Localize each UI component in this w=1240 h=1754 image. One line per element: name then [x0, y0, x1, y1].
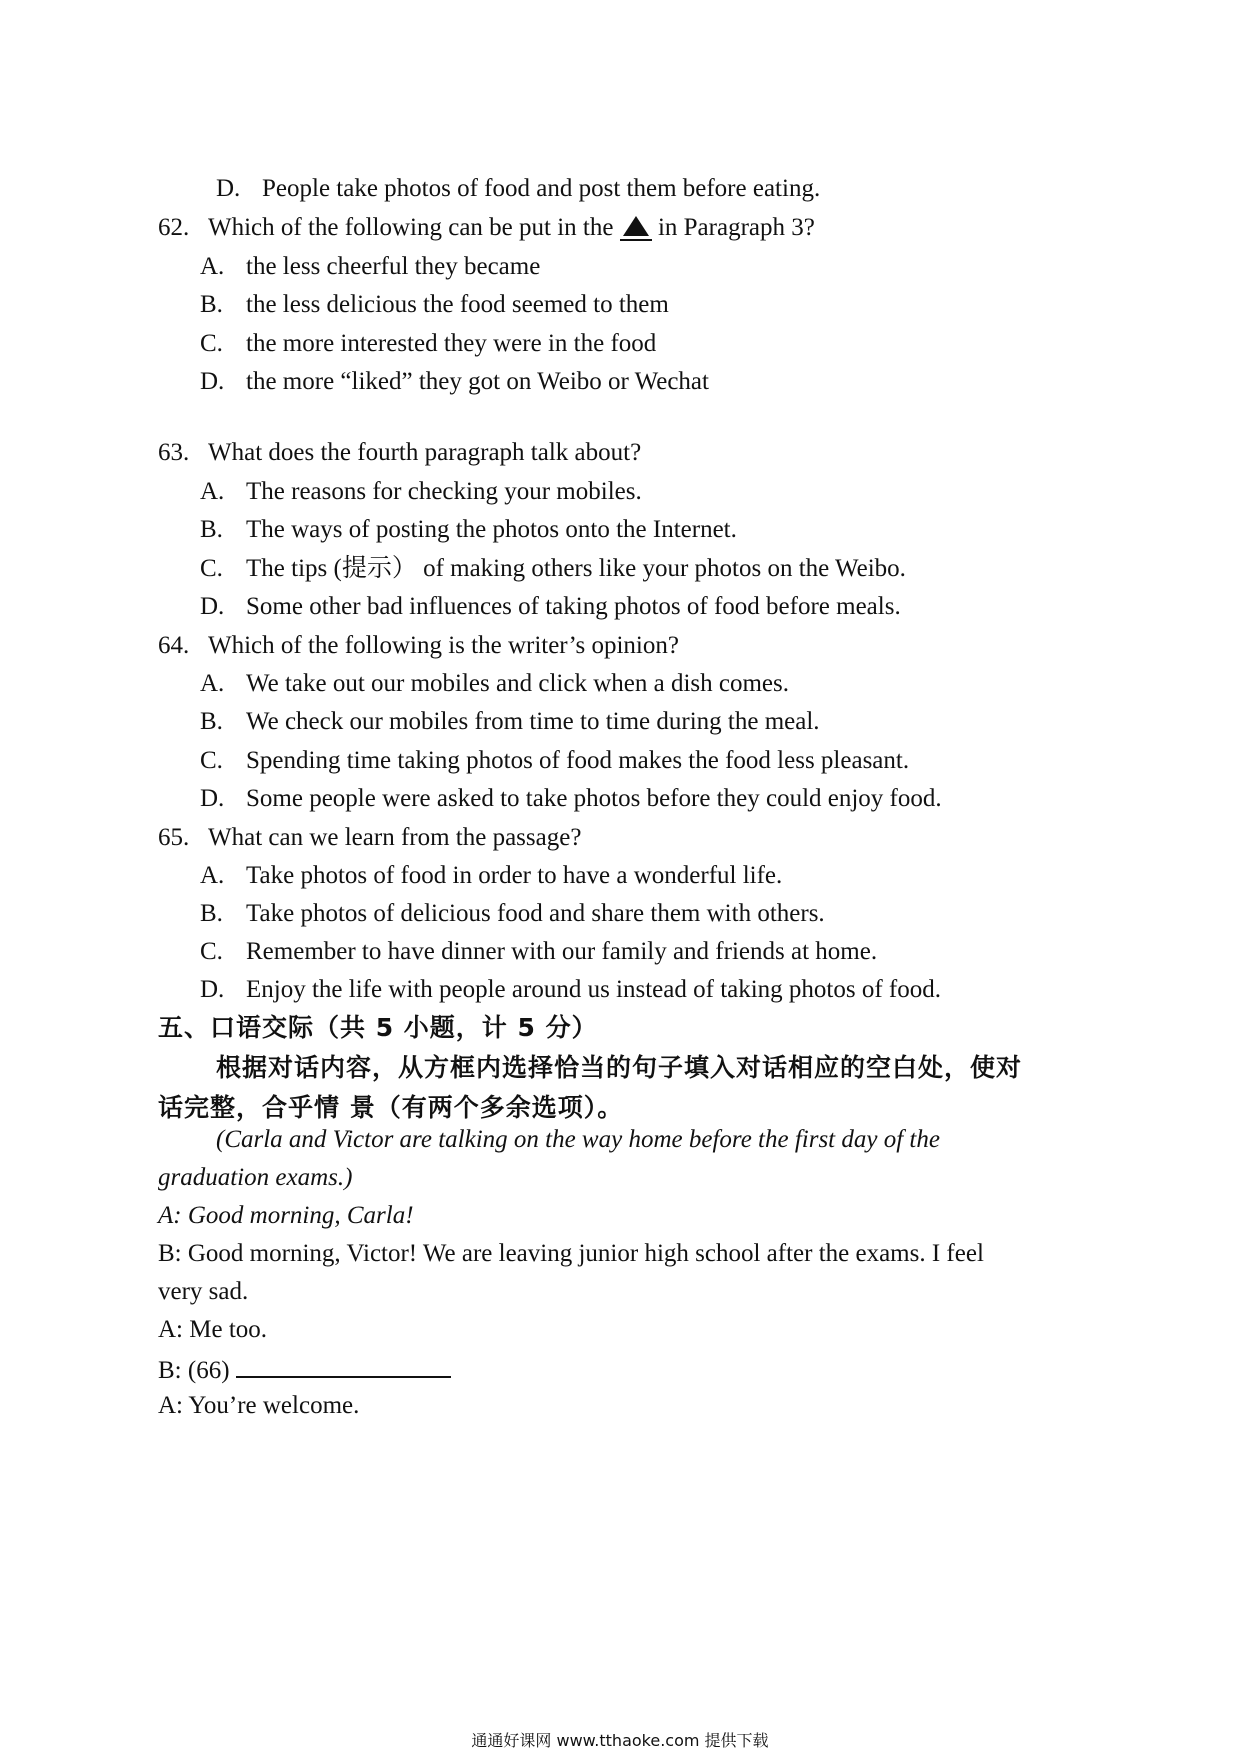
dialogue-line: A: You’re welcome.: [158, 1392, 360, 1419]
scene-description-line2: graduation exams.): [158, 1164, 353, 1191]
option-letter: C.: [200, 555, 223, 582]
option-text: We take out our mobiles and click when a dish comes.: [246, 670, 789, 697]
answer-blank-66[interactable]: [236, 1352, 451, 1378]
question-number: 62.: [158, 214, 190, 241]
option-text: Remember to have dinner with our family and friends at home.: [246, 938, 878, 965]
blank-marker: [620, 215, 652, 241]
option-letter: D.: [200, 593, 225, 620]
dialogue-line: A: Me too.: [158, 1316, 268, 1343]
q63-option-a: [200, 476, 642, 508]
option-letter: C.: [200, 938, 223, 965]
q65-option-a: [200, 860, 782, 892]
option-letter: B.: [200, 291, 223, 318]
option-letter: A.: [200, 670, 225, 697]
q64-option-d: [200, 783, 942, 815]
q62-stem: [158, 212, 815, 244]
question-text: Which of the following can be put in the: [208, 214, 614, 241]
question-text: What can we learn from the passage?: [208, 824, 582, 851]
option-text: People take photos of food and post them before eating.: [262, 175, 821, 202]
q63-stem: [158, 437, 641, 469]
footer-source: 通通好课网 www.tthaoke.com 提供下载: [471, 1731, 769, 1750]
scene-description-line1: (Carla and Victor are talking on the way home before the first day of the: [216, 1126, 940, 1153]
q64-stem: [158, 630, 679, 662]
question-text: What does the fourth paragraph talk about?: [208, 439, 642, 466]
q62-option-b: [200, 289, 669, 321]
q65-option-d: [200, 974, 941, 1006]
option-text: Take photos of delicious food and share them with others.: [246, 900, 825, 927]
q62-option-a: [200, 251, 540, 283]
option-text: the less delicious the food seemed to them: [246, 291, 669, 318]
q64-option-c: [200, 745, 909, 777]
question-text-after: in Paragraph 3?: [657, 214, 815, 241]
option-text: The tips (提示） of making others like your photos on the Weibo.: [246, 555, 906, 582]
q65-option-b: [200, 898, 825, 930]
option-letter: D.: [200, 368, 225, 395]
option-text: Some people were asked to take photos before they could enjoy food.: [246, 785, 942, 812]
option-letter: C.: [200, 330, 223, 357]
option-text: The reasons for checking your mobiles.: [246, 478, 642, 505]
q61-option-d: [216, 173, 820, 205]
option-letter: A.: [200, 253, 225, 280]
question-number: 63.: [158, 439, 190, 466]
option-text: Take photos of food in order to have a wonderful life.: [246, 862, 783, 889]
q65-option-c: [200, 936, 877, 968]
dialogue-line: very sad.: [158, 1278, 249, 1305]
option-text: Some other bad influences of taking photos of food before meals.: [246, 593, 901, 620]
q62-option-c: [200, 328, 656, 360]
section5-instruction-line1: 根据对话内容，从方框内选择恰当的句子填入对话相应的空白处，使对: [216, 1053, 1023, 1082]
question-number: 64.: [158, 632, 190, 659]
dialogue-line: A: Good morning, Carla!: [158, 1202, 414, 1229]
option-text: the more interested they were in the food: [246, 330, 657, 357]
q64-option-b: [200, 706, 820, 738]
option-letter: B.: [200, 900, 223, 927]
option-letter: A.: [200, 478, 225, 505]
option-letter: D.: [200, 976, 225, 1003]
option-letter: D.: [200, 785, 225, 812]
option-text: Enjoy the life with people around us instead of taking photos of food.: [246, 976, 942, 1003]
dialogue-line-66: [158, 1352, 451, 1387]
q64-option-a: [200, 668, 789, 700]
triangle-icon: [623, 216, 649, 236]
question-number: 65.: [158, 824, 190, 851]
option-letter: A.: [200, 862, 225, 889]
option-letter: B.: [200, 708, 223, 735]
dialogue-label: B: (66): [158, 1357, 230, 1384]
q63-option-c: [200, 553, 906, 585]
question-text: Which of the following is the writer’s opinion?: [208, 632, 679, 659]
option-letter: B.: [200, 516, 223, 543]
option-text: Spending time taking photos of food makes the food less pleasant.: [246, 747, 910, 774]
option-letter: C.: [200, 747, 223, 774]
section5-heading: 五、口语交际（共 5 小题，计 5 分）: [158, 1013, 598, 1042]
q62-option-d: [200, 366, 709, 398]
dialogue-line: B: Good morning, Victor! We are leaving junior high school after the exams. I feel: [158, 1240, 984, 1267]
option-letter: D.: [216, 175, 241, 202]
option-text: the more “liked” they got on Weibo or Wechat: [246, 368, 709, 395]
q65-stem: [158, 822, 581, 854]
q63-option-d: [200, 591, 901, 623]
section5-instruction-line2: 话完整，合乎情 景（有两个多余选项）。: [158, 1093, 624, 1122]
option-text: the less cheerful they became: [246, 253, 541, 280]
q63-option-b: [200, 514, 737, 546]
option-text: We check our mobiles from time to time during the meal.: [246, 708, 820, 735]
option-text: The ways of posting the photos onto the Internet.: [246, 516, 737, 543]
